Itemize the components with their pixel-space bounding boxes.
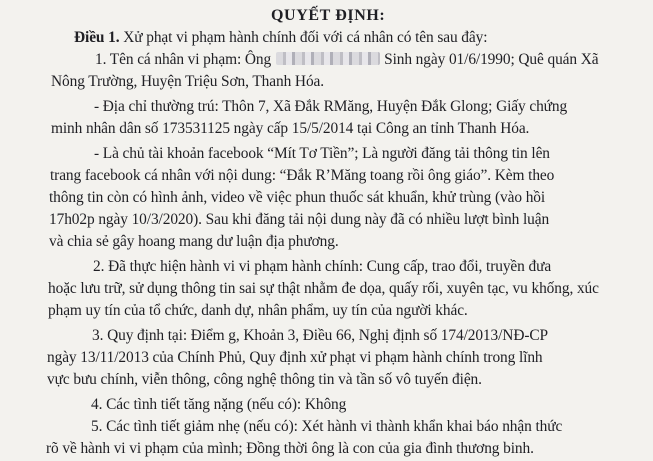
redacted-name-block [276, 52, 380, 65]
violator-prefix: 1. Tên cá nhân vi phạm: Ông [95, 51, 272, 68]
paragraph-line: rõ về hành vi vi phạm của mình; Đồng thời ông là con của gia đình thương binh. [46, 440, 534, 457]
paragraph-line: 3. Quy định tại: Điểm g, Khoản 3, Điều 66, Nghị định số 174/2013/NĐ-CP [92, 327, 548, 344]
article-label: Điều 1. [74, 29, 120, 46]
paragraph-line: ngày 13/11/2013 của Chính Phủ, Quy định xử phạt vi phạm hành chính trong lĩnh [47, 349, 543, 366]
paragraph-line: Nông Trường, Huyện Triệu Sơn, Thanh Hóa. [51, 73, 325, 90]
paragraph-line: minh nhân dân số 173531125 ngày cấp 15/5/2014 tại Công an tỉnh Thanh Hóa. [51, 120, 530, 137]
paragraph-line: thông tin còn có hình ảnh, video về việc phun thuốc sát khuẩn, khử trùng (vào hồi [49, 189, 546, 206]
paragraph-line: phạm uy tín của tổ chức, danh dự, nhân phẩm, uy tín của người khác. [48, 302, 468, 319]
violator-suffix: Sinh ngày 01/6/1990; Quê quán Xã [384, 51, 599, 68]
paragraph-line: 17h02p ngày 10/3/2020). Sau khi đăng tải nội dung này đã có nhiều lượt bình luận [49, 211, 550, 228]
article-text: Xử phạt vi phạm hành chính đối với cá nhân có tên sau đây: [119, 29, 488, 46]
paragraph-line: và chia sẻ gây hoang mang dư luận địa phương. [49, 233, 339, 250]
paragraph-line: - Là chủ tài khoản facebook “Mít Tơ Tiền”; Là người đăng tải thông tin lên [94, 145, 550, 162]
paragraph-line: - Địa chỉ thường trú: Thôn 7, Xã Đắk RMăng, Huyện Đắk Glong; Giấy chứng [94, 98, 568, 115]
paragraph-line: 4. Các tình tiết tăng nặng (nếu có): Không [91, 396, 347, 413]
paragraph-line: trang facebook cá nhân với nội dung: “Đắk R’Măng toang rồi ông giáo”. Kèm theo [50, 167, 555, 184]
article-heading [74, 28, 487, 48]
paragraph-line: 2. Đã thực hiện hành vi vi phạm hành chính: Cung cấp, trao đổi, truyền đưa [93, 258, 552, 275]
paragraph-line: hoặc lưu trữ, sử dụng thông tin sai sự thật nhằm đe dọa, quấy rối, xuyên tạc, vu khống, xúc [48, 280, 599, 297]
violator-line [95, 50, 599, 70]
document-title: QUYẾT ĐỊNH: [271, 7, 386, 24]
paragraph-line: vực bưu chính, viễn thông, công nghệ thông tin và tần số vô tuyến điện. [47, 371, 482, 388]
paragraph-line: 5. Các tình tiết giảm nhẹ (nếu có): Xét hành vi thành khẩn khai báo nhận thức [91, 418, 563, 435]
